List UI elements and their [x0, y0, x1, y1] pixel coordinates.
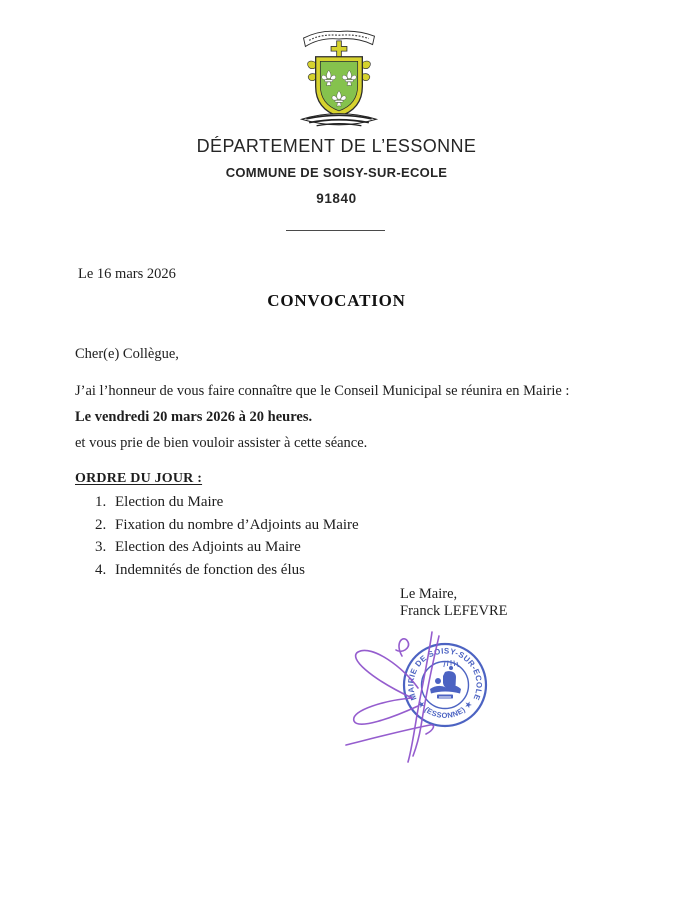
letter-date: Le 16 mars 2026 — [78, 266, 176, 282]
agenda-item — [95, 518, 359, 533]
agenda-item-text: Fixation du nombre d’Adjoints au Maire — [115, 516, 359, 533]
commune-name: COMMUNE DE SOISY-SUR-ECOLE — [225, 165, 448, 180]
postal-code: 91840 — [316, 191, 357, 206]
agenda-item — [95, 540, 359, 555]
agenda-item — [95, 563, 359, 578]
shield-icon — [316, 57, 363, 117]
agenda-item-text: Election du Maire — [115, 494, 224, 510]
department-name: DÉPARTEMENT DE L’ESSONNE — [196, 136, 477, 156]
agenda-item-number: 2. — [95, 516, 107, 533]
agenda-heading: ORDRE DU JOUR : — [75, 471, 203, 486]
handwritten-signature — [342, 626, 467, 766]
agenda-item — [95, 495, 359, 510]
meeting-datetime: Le vendredi 20 mars 2026 à 20 heures. — [75, 409, 313, 425]
salutation: Cher(e) Collègue, — [75, 346, 179, 362]
intro-paragraph: J’ai l’honneur de vous faire connaître que le Conseil Municipal se réunira en Mairie : — [75, 383, 570, 399]
seal-bottom-text: ★ (ESSONNE) ★ — [415, 698, 475, 721]
signature-name: Franck LEFEVRE — [400, 602, 508, 619]
closing-paragraph: et vous prie de bien vouloir assister à cette séance. — [75, 435, 368, 451]
waves-icon — [302, 114, 377, 126]
agenda-list — [95, 495, 359, 578]
municipal-coat-of-arms — [297, 25, 381, 131]
signature-block — [400, 586, 508, 619]
letter-title: CONVOCATION — [267, 291, 406, 310]
signature-role: Le Maire, — [400, 586, 458, 602]
agenda-item-text: Election des Adjoints au Maire — [115, 539, 301, 555]
header-divider — [286, 230, 385, 231]
agenda-item-text: Indemnités de fonction des élus — [115, 561, 305, 578]
agenda-item-number: 3. — [95, 539, 107, 555]
seal-top-text: MAIRIE DE SOISY-SUR-ECOLE — [406, 646, 484, 702]
agenda-item-number: 1. — [95, 494, 107, 510]
agenda-item-number: 4. — [95, 561, 107, 578]
